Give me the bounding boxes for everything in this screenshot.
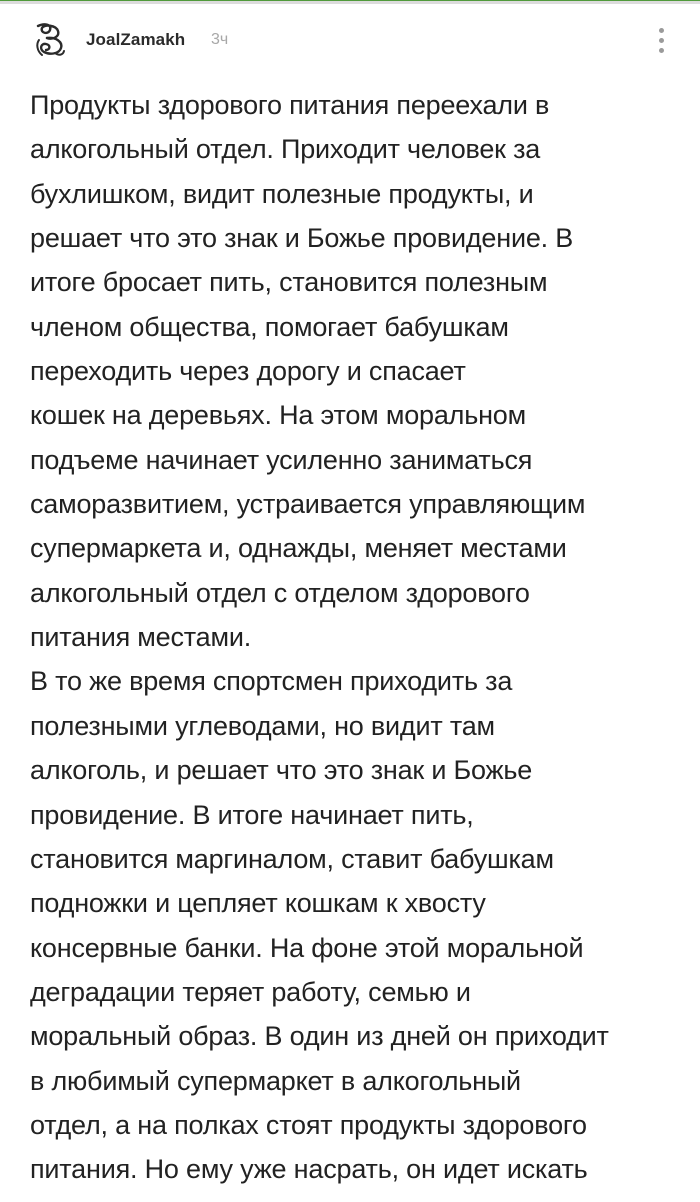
avatar[interactable]	[30, 20, 70, 60]
author-name[interactable]: JoalZamakh	[86, 30, 186, 49]
more-options-button[interactable]	[648, 24, 674, 60]
swirl-avatar-icon	[30, 20, 70, 60]
comment-paragraph-2: В то же время спортсмен приходить за полезными углеводами, но видит там алкоголь, и решает что это знак и Божье провидение. В итоге начинает пить, становится маргиналом, ставит бабушкам подножки и цепляет кошкам к хвосту консервные банки. На фоне этой моральной деградации теряет работу, семью и моральный образ. В один из дней он приходит в любимый супермаркет в алкогольный отдел, а на полках стоят продукты здорового питания. Но ему уже насрать, он идет искать	[30, 666, 609, 1185]
comment-body	[30, 83, 680, 1192]
comment-paragraph-1: Продукты здорового питания переехали в алкогольный отдел. Приходит человек за бухлишком, видит полезные продукты, и решает что это знак и Божье провидение. В итоге бросает пить, становится полезным членом общества, помогает бабушкам переходить через дорогу и спасает кошек на деревьях. На этом моральном подъеме начинает усиленно заниматься саморазвитием, устраивается управляющим супермаркета и, однажды, меняет местами алкогольный отдел с отделом здорового питания местами.	[30, 90, 586, 653]
comment-timestamp: 3ч	[211, 31, 229, 48]
top-accent-line	[0, 0, 700, 1]
top-divider	[0, 0, 700, 4]
comment-header	[0, 14, 700, 68]
